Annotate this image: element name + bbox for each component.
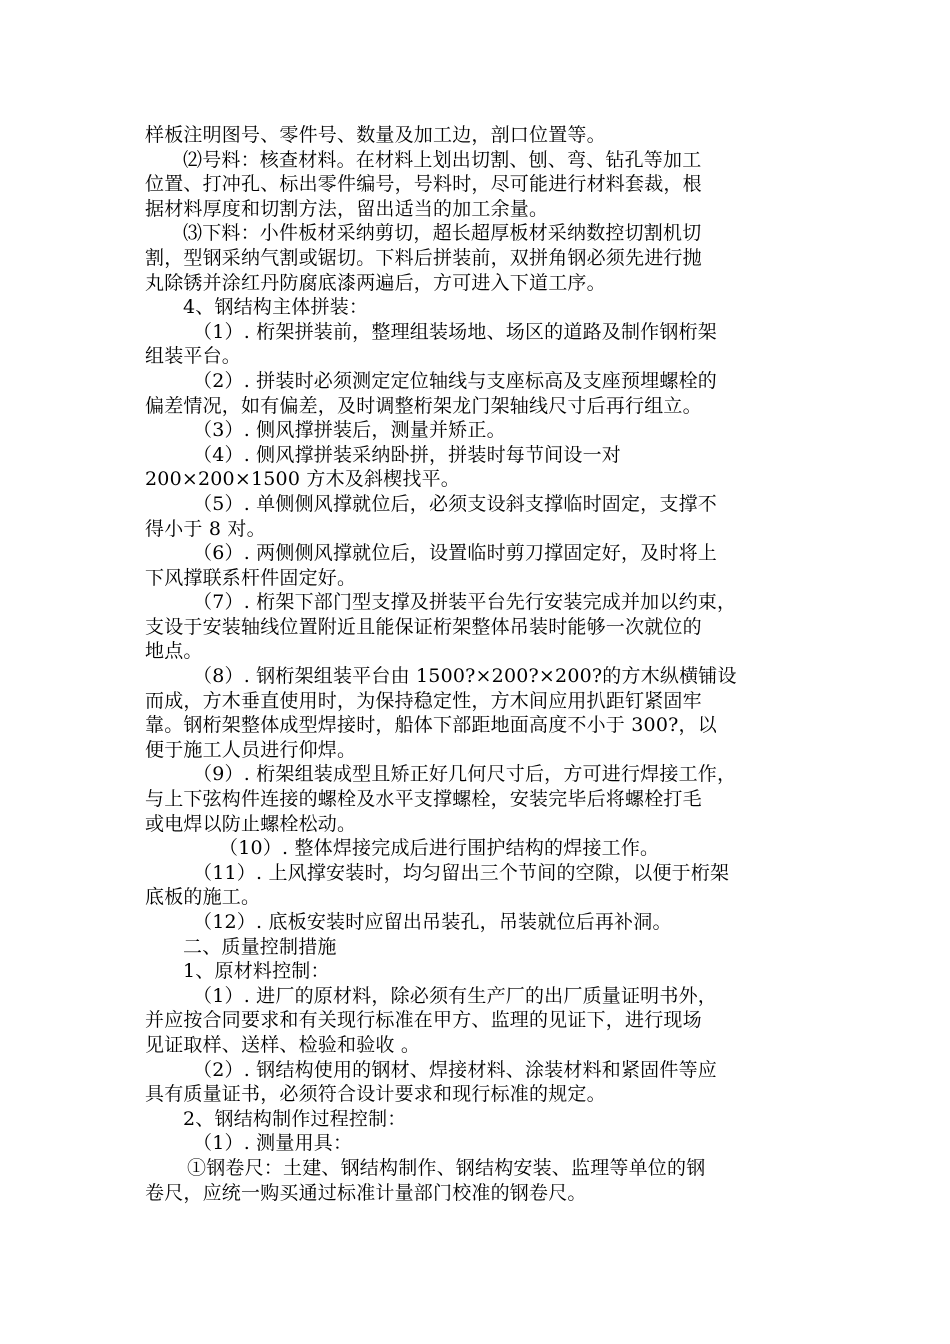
text-line: （1）. 进厂的原材料，除必须有生产厂的出厂质量证明书外，	[193, 984, 717, 1007]
text-line: 得小于 8 对。	[145, 517, 266, 540]
text-line: 组装平台。	[145, 345, 242, 368]
section-heading: 1、原材料控制：	[183, 960, 330, 983]
text-line: （9）. 桁架组装成型且矫正好几何尺寸后，方可进行焊接工作，	[193, 763, 737, 786]
text-line: 样板注明图号、零件号、数量及加工边，剖口位置等。	[145, 124, 606, 146]
document-body	[145, 123, 805, 1205]
text-line: （8）. 钢桁架组装平台由 1500?×200?×200?的方木纵横铺设	[193, 665, 737, 688]
text-line: （5）. 单侧侧风撑就位后，必须支设斜支撑临时固定，支撑不	[193, 492, 717, 515]
text-line: ⑶下料：小件板材采纳剪切，超长超厚板材采纳数控切割机切	[183, 222, 702, 245]
text-line: 具有质量证书，必须符合设计要求和现行标准的规定。	[145, 1083, 606, 1106]
text-line: （10）. 整体焊接完成后进行围护结构的焊接工作。	[219, 837, 660, 860]
text-line: 见证取样、送样、检验和验收 。	[145, 1033, 421, 1056]
text-line: ⑵号料：核查材料。在材料上划出切割、刨、弯、钻孔等加工	[183, 148, 702, 171]
text-line: 或电焊以防止螺栓松动。	[145, 812, 357, 835]
text-line: ①钢卷尺：土建、钢结构制作、钢结构安装、监理等单位的钢	[187, 1156, 706, 1179]
text-line: （1）. 测量用具：	[193, 1132, 353, 1155]
text-line: （4）. 侧风撑拼装采纳卧拼，拼装时每节间设一对	[193, 443, 621, 466]
text-line: 据材料厚度和切割方法，留出适当的加工余量。	[145, 197, 549, 220]
text-line: 与上下弦构件连接的螺栓及水平支撑螺栓，安装完毕后将螺栓打毛	[145, 788, 702, 811]
section-heading: 4、钢结构主体拼装：	[183, 296, 369, 319]
text-line: 偏差情况，如有偏差，及时调整桁架龙门架轴线尺寸后再行组立。	[145, 394, 702, 417]
text-line: （1）. 桁架拼装前，整理组装场地、场区的道路及制作钢桁架	[193, 320, 717, 343]
text-line: 地点。	[145, 640, 203, 663]
text-line: 靠。钢桁架整体成型焊接时，船体下部距地面高度不小于 300?，以	[145, 714, 717, 737]
text-line: 丸除锈并涂红丹防腐底漆两遍后，方可进入下道工序。	[145, 271, 606, 294]
text-line: （2）. 拼装时必须测定定位轴线与支座标高及支座预埋螺栓的	[193, 369, 717, 392]
section-heading: 二、质量控制措施	[183, 935, 337, 958]
text-line: （3）. 侧风撑拼装后，测量并矫正。	[193, 419, 506, 442]
text-line: 底板的施工。	[145, 886, 261, 909]
text-line: 而成，方木垂直使用时，为保持稳定性，方木间应用扒距钉紧固牢	[145, 689, 702, 712]
section-heading: 2、钢结构制作过程控制：	[183, 1107, 407, 1130]
text-line: 下风撑联系杆件固定好。	[145, 566, 357, 589]
text-line: （6）. 两侧侧风撑就位后，设置临时剪刀撑固定好，及时将上	[193, 542, 717, 565]
text-line: 割，型钢采纳气割或锯切。下料后拼装前，双拼角钢必须先进行抛	[145, 246, 702, 269]
text-line: 支设于安装轴线位置附近且能保证桁架整体吊装时能够一次就位的	[145, 615, 702, 638]
text-line: 200×200×1500 方木及斜楔找平。	[145, 468, 460, 491]
text-line: 便于施工人员进行仰焊。	[145, 738, 357, 761]
text-line: 位置、打冲孔、标出零件编号，号料时，尽可能进行材料套裁，根	[145, 173, 702, 196]
text-line: （12）. 底板安装时应留出吊装孔，吊装就位后再补洞。	[193, 911, 672, 933]
text-line: （2）. 钢结构使用的钢材、焊接材料、涂装材料和紧固件等应	[193, 1058, 717, 1081]
text-line: （11）. 上风撑安装时，均匀留出三个节间的空隙，以便于桁架	[193, 861, 730, 884]
text-line: 卷尺，应统一购买通过标准计量部门校准的钢卷尺。	[145, 1181, 587, 1204]
text-line: （7）. 桁架下部门型支撑及拼装平台先行安装完成并加以约束，	[193, 591, 737, 614]
text-line: 并应按合同要求和有关现行标准在甲方、监理的见证下，进行现场	[145, 1009, 702, 1032]
